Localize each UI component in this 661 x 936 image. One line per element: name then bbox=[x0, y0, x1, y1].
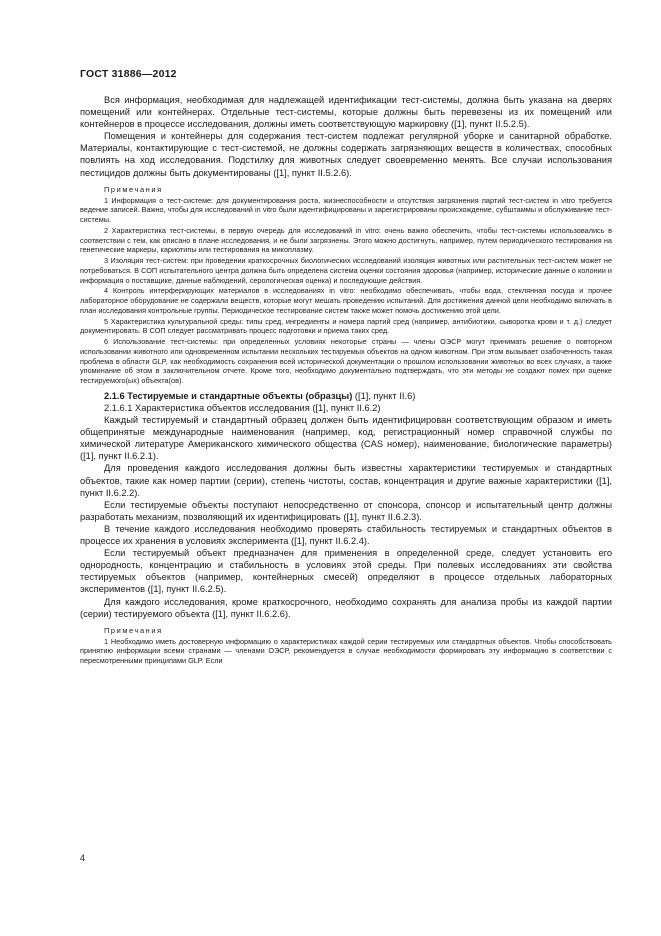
note-item: 1 Необходимо иметь достоверную информацию о характеристиках каждой серии тестируемых или стандартных объектов. Чтобы способствовать принятию информации всеми странами — членами ОЭСР, рекомендуется в случае необходимости формировать эту информацию в соответствии с пересмотренными принципами GLP. Если bbox=[80, 636, 612, 666]
paragraph: Для проведения каждого исследования должны быть известны характеристики тестируемых и стандартных объектов, такие как номер партии (серии), степень чистоты, состав, концентрация и другие важные характеристики ([1], пункт II.6.2.2). bbox=[80, 463, 612, 498]
note-item: 6 Использование тест-системы: при определенных условиях некоторые страны — члены ОЭСР могут принимать решение о повторном использовании животного или одновременном испытании нескольких тестируемых объектов на одном животном. При этом вызывает озабоченность такая проблема в области GLP, как необходимость сохранения всей исторической документации о прошлом использовании животных во всех случаях, а также упоминание об этом в заключительном отчете. Кроме того, необходимо документально подтверждать, что эти методы не создают помех при оценке тестируемого(ых) объекта(ов). bbox=[80, 337, 612, 386]
note-item: 2 Характеристика тест-системы, в первую очередь для исследований in vitro: очень важно обеспечить, чтобы тест-системы использовались в соответствии с тем, как описано в плане исследования, и не были загрязнены. Этого можно достигнуть, например, путем периодического тестирования на генетические маркеры, кариотипы или тестирования на микоплазму. bbox=[80, 225, 612, 255]
note-item: 4 Контроль интерферирующих материалов в исследованиях in vitro: необходимо обеспечивать, чтобы вода, стеклянная посуда и прочее лабораторное оборудование не содержали веществ, которые могут мешать проведению испытаний. Для достижения данной цели необходимо включать в план исследования контрольные группы. Периодическое тестирование систем также может помочь достижению этой цели. bbox=[80, 286, 612, 315]
paragraph: В течение каждого исследования необходимо проверять стабильность тестируемых и стандартных объектов в процессе их хранения в условиях эксперимента ([1], пункт II.6.2.4). bbox=[80, 523, 612, 547]
note-item: 1 Информация о тест-системе: для документирования роста, жизнеспособности и отсутствия загрязнения партий тест-систем in vitro требуется ведение записей. Важно, чтобы для исследований in vitro были идентифицированы и зарегистрированы происхождение, субштаммы и обслуживание тест-системы. bbox=[80, 195, 612, 225]
section-heading-title: 2.1.6 Тестируемые и стандартные объекты (образцы) bbox=[104, 390, 353, 401]
paragraph: Для каждого исследования, кроме краткосрочного, необходимо сохранять для анализа пробы из каждой партии (серии) тестируемого объекта ([1], пункт II.6.2.6). bbox=[80, 596, 612, 619]
section-heading bbox=[80, 390, 612, 402]
note-item: 5 Характеристика культуральной среды: типы сред, ингредиенты и номера партий сред (например, антибиотики, сыворотка крови и т. д.) следует документировать. В СОП следует рассматривать процесс подготовки и приема таких сред. bbox=[80, 316, 612, 336]
paragraph: Если тестируемые объекты поступают непосредственно от спонсора, спонсор и испытательный центр должны разработать механизм, позволяющий их идентифицировать ([1], пункт II.6.2.3). bbox=[80, 499, 612, 522]
paragraph: Каждый тестируемый и стандартный образец должен быть идентифицирован соответствующим образом и иметь общепринятые международные наименования (например, код, регистрационный номер справочной службы по химической литературе Американского химического общества (CAS номер), наименование, биологические параметры) ([1], пункт II.6.2.1). bbox=[80, 415, 612, 462]
notes-title: Примечания bbox=[104, 625, 163, 635]
subsection-heading: 2.1.6.1 Характеристика объектов исследования ([1], пункт II.6.2) bbox=[104, 403, 381, 413]
page-content bbox=[80, 94, 612, 667]
paragraph: Если тестируемый объект предназначен для применения в определенной среде, следует установить его однородность, концентрацию и стабильность в условиях этой среды. При полевых исследованиях эти свойства тестируемых объектов (например, контейнерных смесей) определяют в процессе отдельных лабораторных экспериментов ([1], пункт II.6.2.5). bbox=[80, 548, 612, 595]
notes-block-2 bbox=[80, 626, 612, 666]
page-number: 4 bbox=[80, 853, 86, 863]
intro-block bbox=[80, 94, 612, 179]
notes-block-1 bbox=[80, 185, 612, 386]
paragraph: Помещения и контейнеры для содержания тест-систем подлежат регулярной уборке и санитарной обработке. Материалы, контактирующие с тест-системой, не должны содержать загрязняющих веществ в количествах, способных повлиять на ход исследования. Подстилку для животных следует своевременно менять. Все случаи использования пестицидов должны быть документированы ([1], пункт II.5.2.6). bbox=[80, 131, 612, 178]
notes-title: Примечания bbox=[104, 184, 163, 194]
document-code-header: ГОСТ 31886—2012 bbox=[80, 68, 177, 80]
section-heading-ref: ([1], пункт II.6) bbox=[352, 390, 416, 401]
paragraph: Вся информация, необходимая для надлежащей идентификации тест-системы, должна быть указана на дверях помещений или контейнерах. Отдельные тест-системы, которые должны быть перевезены из их помещений или контейнеров в процессе исследования, должны иметь соответствующую маркировку ([1], пункт II.5.2.5). bbox=[80, 95, 612, 130]
section-2-1-6 bbox=[80, 390, 612, 620]
note-item: 3 Изоляция тест-систем: при проведении краткосрочных биологических исследований изоляция животных или растительных тест-систем может не потребоваться. В СОП испытательного центра должна быть определена система оценки состояния здоровья (например, исторические данные о колонии и информация о поставщике, данные наблюдений, серологическая оценка) и последующие действия. bbox=[80, 256, 612, 285]
